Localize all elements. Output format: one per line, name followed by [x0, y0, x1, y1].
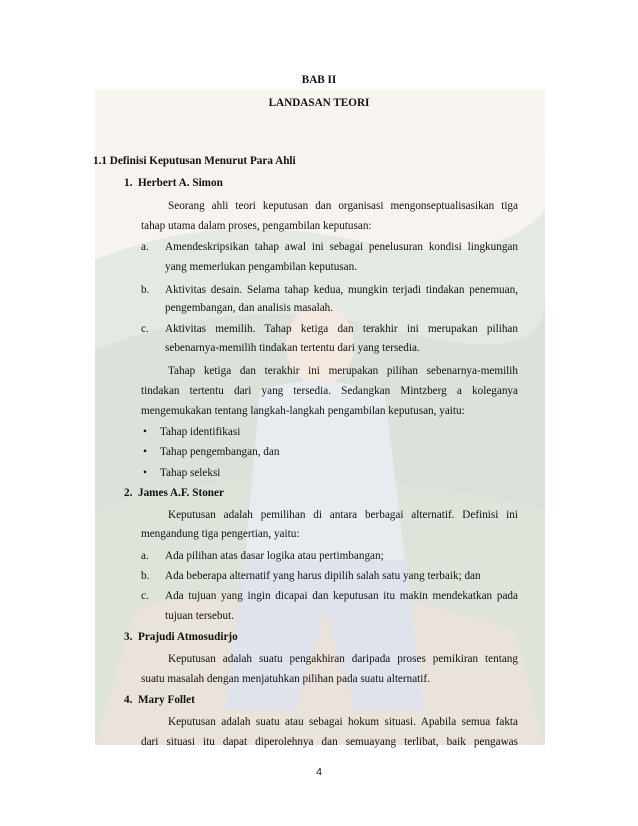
paragraph-line: Seorang ahli teori keputusan dan organisasi mengonseptualisasikan tiga — [168, 200, 518, 212]
paragraph-line: Tahap ketiga dan terakhir ini merupakan pilihan sebenarnya-memilih — [168, 365, 518, 377]
list-marker: c. — [141, 323, 149, 335]
paragraph-line: mengemukakan tentang langkah-langkah pengambilan keputusan, yaitu: — [141, 405, 465, 417]
list-item-line: sebenarnya-memilih tindakan tertentu dari yang tersedia. — [165, 342, 420, 354]
list-item-line: Ada tujuan yang ingin dicapai dan keputusan itu makin mendekatkan pada — [165, 590, 518, 602]
list-marker: a. — [141, 550, 149, 562]
paragraph-line: Keputusan adalah suatu atau sebagai hokum situasi. Apabila semua fakta — [168, 716, 518, 728]
list-marker: c. — [141, 590, 149, 602]
bullet-item: Tahap seleksi — [160, 467, 221, 479]
paragraph-line: suatu masalah dengan menjatuhkan pilihan pada suatu alternatif. — [141, 673, 430, 685]
paragraph-line: tahap utama dalam proses, pengambilan keputusan: — [141, 220, 372, 232]
paragraph-line: mengandung tiga pengertian, yaitu: — [141, 528, 300, 540]
list-item-line: Amendeskripsikan tahap awal ini sebagai penelusuran kondisi lingkungan — [165, 241, 518, 253]
list-item-line: Ada pilihan atas dasar logika atau pertimbangan; — [165, 550, 384, 562]
author-heading-stoner — [124, 486, 224, 500]
bullet-item: Tahap identifikasi — [160, 426, 241, 438]
list-marker: b. — [141, 570, 150, 582]
page-number: 4 — [316, 766, 322, 778]
chapter-label: BAB II — [301, 74, 337, 86]
author-name: Herbert A. Simon — [137, 177, 223, 189]
author-number: 2. — [124, 487, 133, 499]
bullet-icon: • — [143, 426, 147, 438]
paragraph-line: Keputusan adalah suatu pengakhiran daripada proses pemikiran tentang — [168, 653, 518, 665]
section-title: Definisi Keputusan Menurut Para Ahli — [109, 155, 296, 167]
list-item-line: pengembangan, dan analisis masalah. — [165, 302, 334, 314]
author-number: 1. — [124, 177, 133, 189]
author-heading-simon — [124, 176, 223, 190]
bullet-icon: • — [143, 446, 147, 458]
author-name: James A.F. Stoner — [137, 487, 224, 499]
bullet-icon: • — [143, 467, 147, 479]
chapter-title: LANDASAN TEORI — [268, 97, 370, 109]
list-item-line: tujuan tersebut. — [165, 610, 234, 622]
paragraph-line: dari situasi itu dapat diperolehnya dan semuayang terlibat, baik pengawas — [141, 736, 518, 748]
list-item-line: yang memerlukan pengambilan keputusan. — [165, 261, 357, 273]
author-number: 3. — [124, 631, 133, 643]
list-marker: b. — [141, 284, 150, 296]
paragraph-line: tindakan tertentu dari yang tersedia. Sedangkan Mintzberg a koleganya — [141, 385, 518, 397]
author-name: Prajudi Atmosudirjo — [137, 631, 238, 643]
author-heading-follet — [124, 693, 195, 707]
section-heading — [93, 154, 296, 168]
list-item-line: Aktivitas desain. Selama tahap kedua, mungkin terjadi tindakan penemuan, — [165, 284, 518, 296]
section-number: 1.1 — [93, 155, 107, 167]
paragraph-line: Keputusan adalah pemilihan di antara berbagai alternatif. Definisi ini — [168, 509, 518, 521]
list-item-line: Ada beberapa alternatif yang harus dipilih salah satu yang terbaik; dan — [165, 570, 481, 582]
author-number: 4. — [124, 694, 133, 706]
author-name: Mary Follet — [137, 694, 195, 706]
author-heading-prajudi — [124, 630, 238, 644]
list-marker: a. — [141, 241, 149, 253]
bullet-item: Tahap pengembangan, dan — [160, 446, 280, 458]
list-item-line: Aktivitas memilih. Tahap ketiga dan terakhir ini merupakan pilihan — [165, 323, 518, 335]
